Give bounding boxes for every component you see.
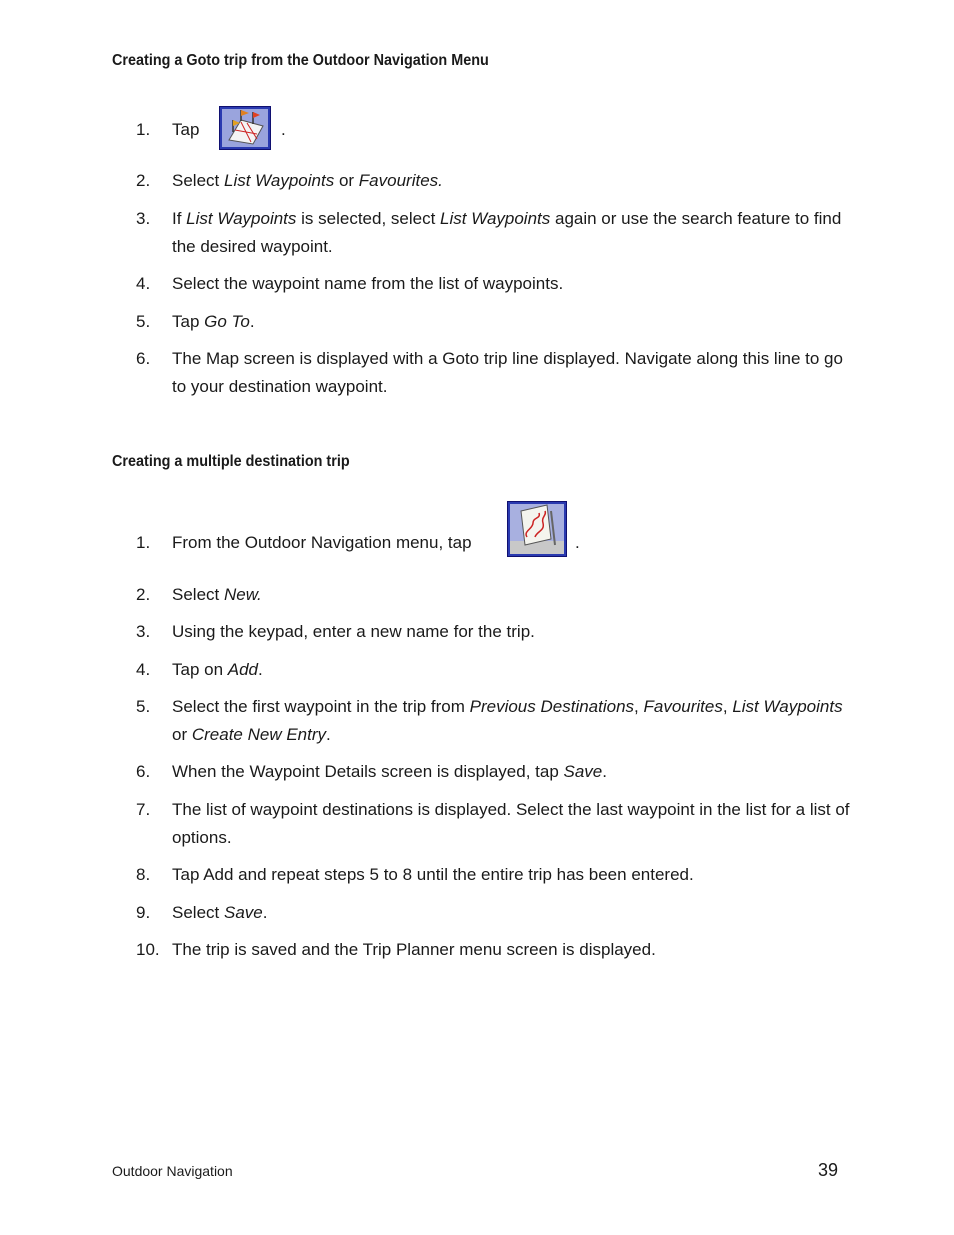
waypoint-flags-icon	[219, 106, 271, 150]
step-text: Tap Add and repeat steps 5 to 8 until the entire trip has been entered.	[172, 865, 694, 884]
step-number: 4.	[136, 660, 151, 679]
step-text: Select the first waypoint in the trip from Previous Destinations, Favourites, List Waypoints or Create New Entry.	[172, 697, 843, 744]
section-heading-multi-trip: Creating a multiple destination trip	[112, 453, 350, 470]
trip-planner-icon	[507, 501, 567, 557]
step-number: 2.	[136, 585, 151, 604]
step-text: The list of waypoint destinations is displayed. Select the last waypoint in the list for a list of options.	[172, 800, 850, 847]
step-number: 6.	[136, 349, 151, 368]
step-number: 7.	[136, 800, 151, 819]
step-text: The trip is saved and the Trip Planner menu screen is displayed.	[172, 940, 656, 959]
step-text: When the Waypoint Details screen is displayed, tap Save.	[172, 762, 607, 781]
step-text-post: .	[281, 120, 286, 139]
step-text-post: .	[575, 533, 580, 552]
page-number: 39	[818, 1160, 839, 1180]
step-number: 2.	[136, 171, 151, 190]
step-text: Select the waypoint name from the list of waypoints.	[172, 274, 564, 293]
step-number: 1.	[136, 120, 151, 139]
step-number: 3.	[136, 209, 151, 228]
step-text: Tap Go To.	[172, 312, 255, 331]
step-text: The Map screen is displayed with a Goto trip line displayed. Navigate along this line to go to your destination waypoint.	[172, 349, 843, 396]
step-text: Select List Waypoints or Favourites.	[172, 171, 443, 190]
step-number: 6.	[136, 762, 151, 781]
step-number: 9.	[136, 903, 151, 922]
step-text: If List Waypoints is selected, select List Waypoints again or use the search feature to find the desired waypoint.	[172, 209, 842, 256]
step-number: 10.	[136, 940, 160, 959]
step-number: 4.	[136, 274, 151, 293]
step-number: 5.	[136, 312, 151, 331]
section-heading-goto-trip: Creating a Goto trip from the Outdoor Navigation Menu	[112, 52, 489, 69]
step-number: 8.	[136, 865, 151, 884]
step-number: 1.	[136, 533, 151, 552]
step-text: Tap on Add.	[172, 660, 263, 679]
step-number: 5.	[136, 697, 151, 716]
step-number: 3.	[136, 622, 151, 641]
footer-section-name: Outdoor Navigation	[112, 1163, 233, 1179]
step-text: From the Outdoor Navigation menu, tap	[172, 533, 472, 552]
step-text: Select New.	[172, 585, 262, 604]
step-text: Using the keypad, enter a new name for the trip.	[172, 622, 535, 641]
step-text: Select Save.	[172, 903, 268, 922]
step-text: Tap	[172, 120, 200, 139]
